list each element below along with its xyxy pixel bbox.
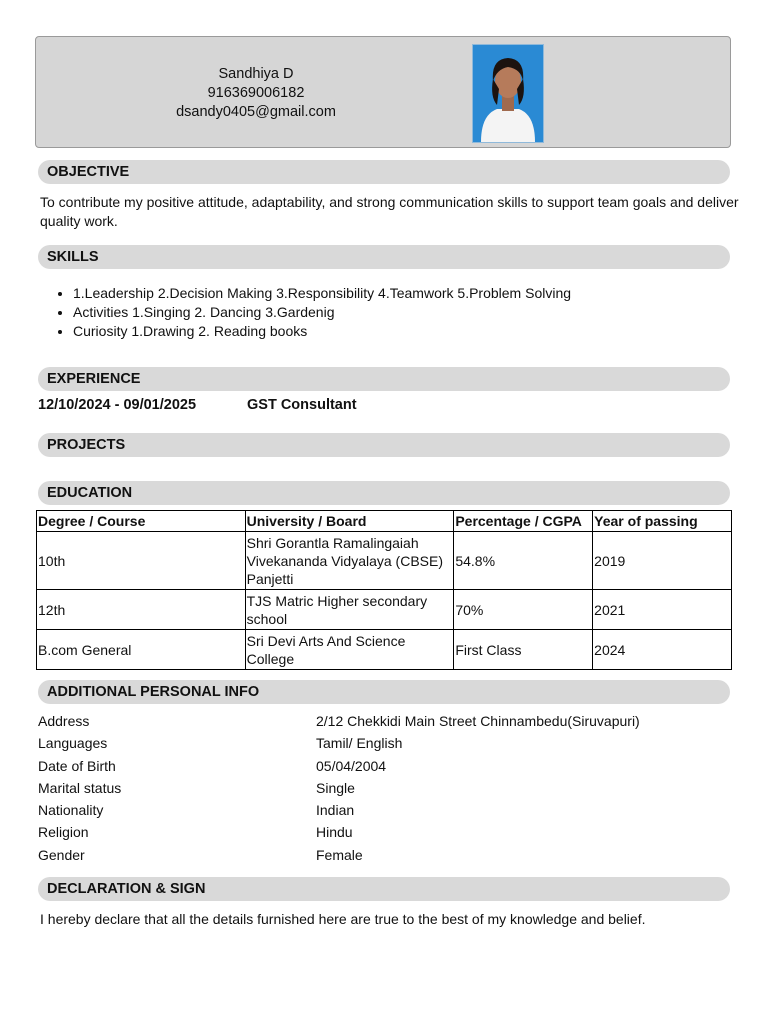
info-row [38,755,640,777]
info-value: Indian [316,802,355,819]
degree-cell: B.com General [37,630,246,670]
table-row [37,532,732,590]
info-value: 2/12 Chekkidi Main Street Chinnambedu(Siruvapuri) [316,713,640,729]
skill-item: • Activities 1.Singing 2. Dancing 3.Gardenig [73,303,571,322]
objective-text: To contribute my positive attitude, adaptability, and strong communication skills to support team goals and deliver quality work. [40,194,739,229]
column-header: University / Board [245,511,454,532]
info-label: Address [38,713,90,729]
percentage-cell: First Class [454,630,593,670]
resume-header [35,36,731,148]
experience-dates: 12/10/2024 - 09/01/2025 [38,397,197,413]
info-value: 05/04/2004 [316,757,387,774]
table-row [37,590,732,630]
university-cell: Shri Gorantla Ramalingaiah Vivekananda Vidyalaya (CBSE) Panjetti [245,532,454,590]
university-cell: TJS Matric Higher secondary school [245,590,454,630]
education-table [36,510,732,670]
column-header: Percentage / CGPA [454,511,593,532]
skills-list [52,284,571,341]
section-skills: SKILLS [38,245,730,269]
degree-cell: 12th [37,590,246,630]
section-education: EDUCATION [38,481,730,505]
degree-cell: 10th [37,532,246,590]
info-row [38,777,640,799]
info-value: Tamil/ English [316,735,403,752]
percentage-cell: 54.8% [454,532,593,590]
info-value: Female [316,846,363,863]
candidate-name: Sandhiya D [218,66,294,82]
section-experience: EXPERIENCE [38,367,730,391]
info-row [38,732,640,754]
contact-block [156,65,356,122]
column-header: Degree / Course [37,511,246,532]
year-cell: 2024 [593,630,732,670]
experience-entry [38,397,357,413]
experience-role: GST Consultant [247,397,357,413]
info-label: Gender [38,846,85,863]
section-projects: PROJECTS [38,433,730,457]
info-label: Religion [38,824,89,841]
info-row [38,799,640,821]
year-cell: 2019 [593,532,732,590]
info-row [38,821,640,843]
section-personal-info: ADDITIONAL PERSONAL INFO [38,680,730,704]
phone-number: 916369006182 [207,85,305,101]
email-address: dsandy0405@gmail.com [176,104,336,120]
percentage-cell: 70% [454,590,593,630]
section-declaration: DECLARATION & SIGN [38,877,730,901]
info-value: Hindu [316,824,353,841]
university-cell: Sri Devi Arts And Science College [245,630,454,670]
info-row [38,710,640,732]
info-label: Nationality [38,802,104,819]
personal-info-list [38,710,640,866]
section-objective: OBJECTIVE [38,160,730,184]
column-header: Year of passing [593,511,732,532]
skill-item: • Curiosity 1.Drawing 2. Reading books [73,322,571,341]
info-label: Marital status [38,779,122,796]
skill-item: • 1.Leadership 2.Decision Making 3.Responsibility 4.Teamwork 5.Problem Solving [73,284,571,303]
year-cell: 2021 [593,590,732,630]
table-row [37,630,732,670]
education-header-row [37,511,732,532]
info-row [38,844,640,866]
info-label: Date of Birth [38,757,116,774]
info-label: Languages [38,735,108,752]
portrait-illustration [473,45,543,142]
profile-photo [472,44,544,143]
declaration-text: I hereby declare that all the details furnished here are true to the best of my knowledge and belief. [40,911,646,927]
info-value: Single [316,779,355,796]
